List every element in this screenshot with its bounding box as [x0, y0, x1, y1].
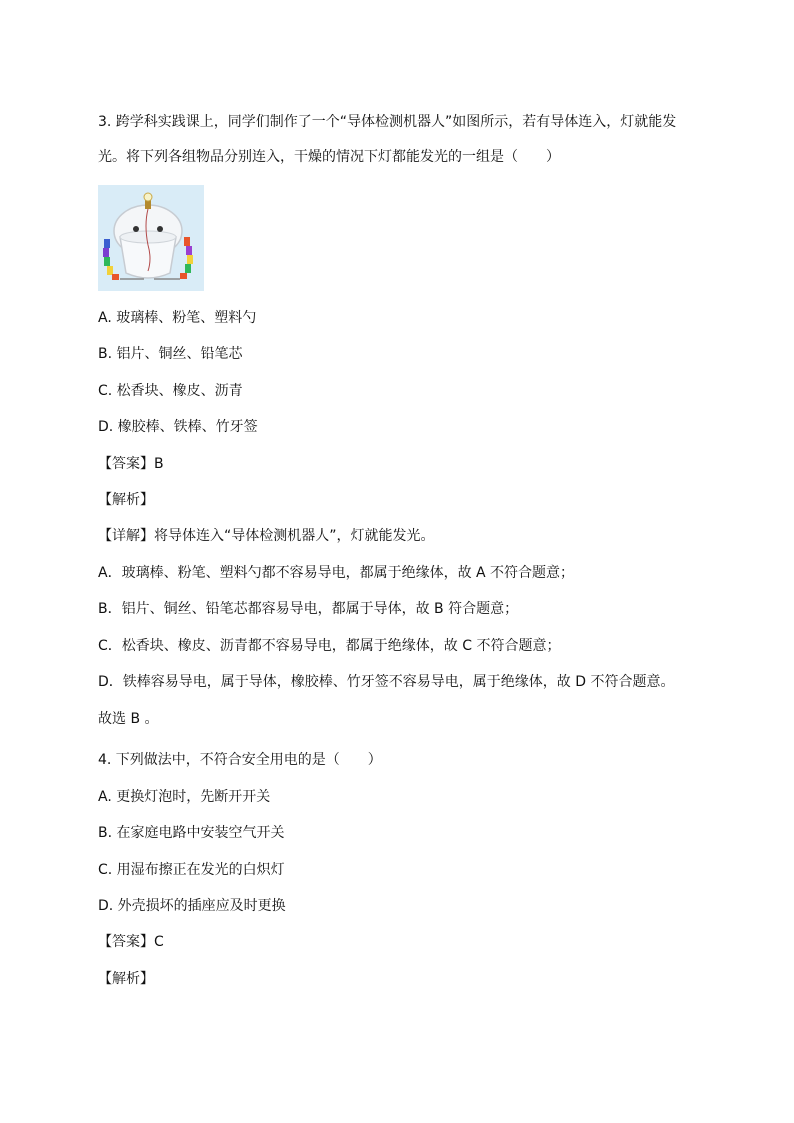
q4-option-a: A. 更换灯泡时，先断开开关	[98, 789, 271, 805]
q4-option-b: B. 在家庭电路中安装空气开关	[98, 825, 285, 841]
q3-detail-c: C．松香块、橡皮、沥青都不容易导电，都属于绝缘体，故 C 不符合题意；	[98, 638, 561, 654]
q3-answer: 【答案】B	[98, 456, 164, 472]
q4-option-d: D. 外壳损坏的插座应及时更换	[98, 898, 286, 914]
q4-answer: 【答案】C	[98, 934, 164, 950]
conductor-robot-illustration	[98, 185, 204, 291]
q3-detail-intro: 【详解】将导体连入“导体检测机器人”，灯就能发光。	[98, 528, 435, 544]
q3-option-a: A. 玻璃棒、粉笔、塑料勺	[98, 310, 257, 326]
q3-option-b: B. 铝片、铜丝、铅笔芯	[98, 346, 243, 362]
q3-stem-line1: 3. 跨学科实践课上，同学们制作了一个“导体检测机器人”如图所示，若有导体连入，灯就能发	[98, 114, 677, 130]
q3-option-c: C. 松香块、橡皮、沥青	[98, 383, 243, 399]
conductor-robot-figure	[98, 185, 204, 291]
q4-option-c: C. 用湿布擦正在发光的白炽灯	[98, 862, 285, 878]
q3-conclusion: 故选 B 。	[98, 711, 159, 727]
q3-option-d: D. 橡胶棒、铁棒、竹牙签	[98, 419, 258, 435]
q3-stem-line2: 光。将下列各组物品分别连入，干燥的情况下灯都能发光的一组是（ ）	[98, 149, 560, 165]
q4-stem: 4. 下列做法中，不符合安全用电的是（ ）	[98, 752, 382, 768]
q3-detail-a: A．玻璃棒、粉笔、塑料勺都不容易导电，都属于绝缘体，故 A 不符合题意；	[98, 565, 575, 581]
q3-analysis-label: 【解析】	[98, 492, 154, 508]
q3-detail-d: D．铁棒容易导电，属于导体，橡胶棒、竹牙签不容易导电，属于绝缘体，故 D 不符合题意。	[98, 674, 675, 690]
q4-analysis-label: 【解析】	[98, 971, 154, 987]
q3-detail-b: B．铝片、铜丝、铅笔芯都容易导电，都属于导体，故 B 符合题意；	[98, 601, 519, 617]
